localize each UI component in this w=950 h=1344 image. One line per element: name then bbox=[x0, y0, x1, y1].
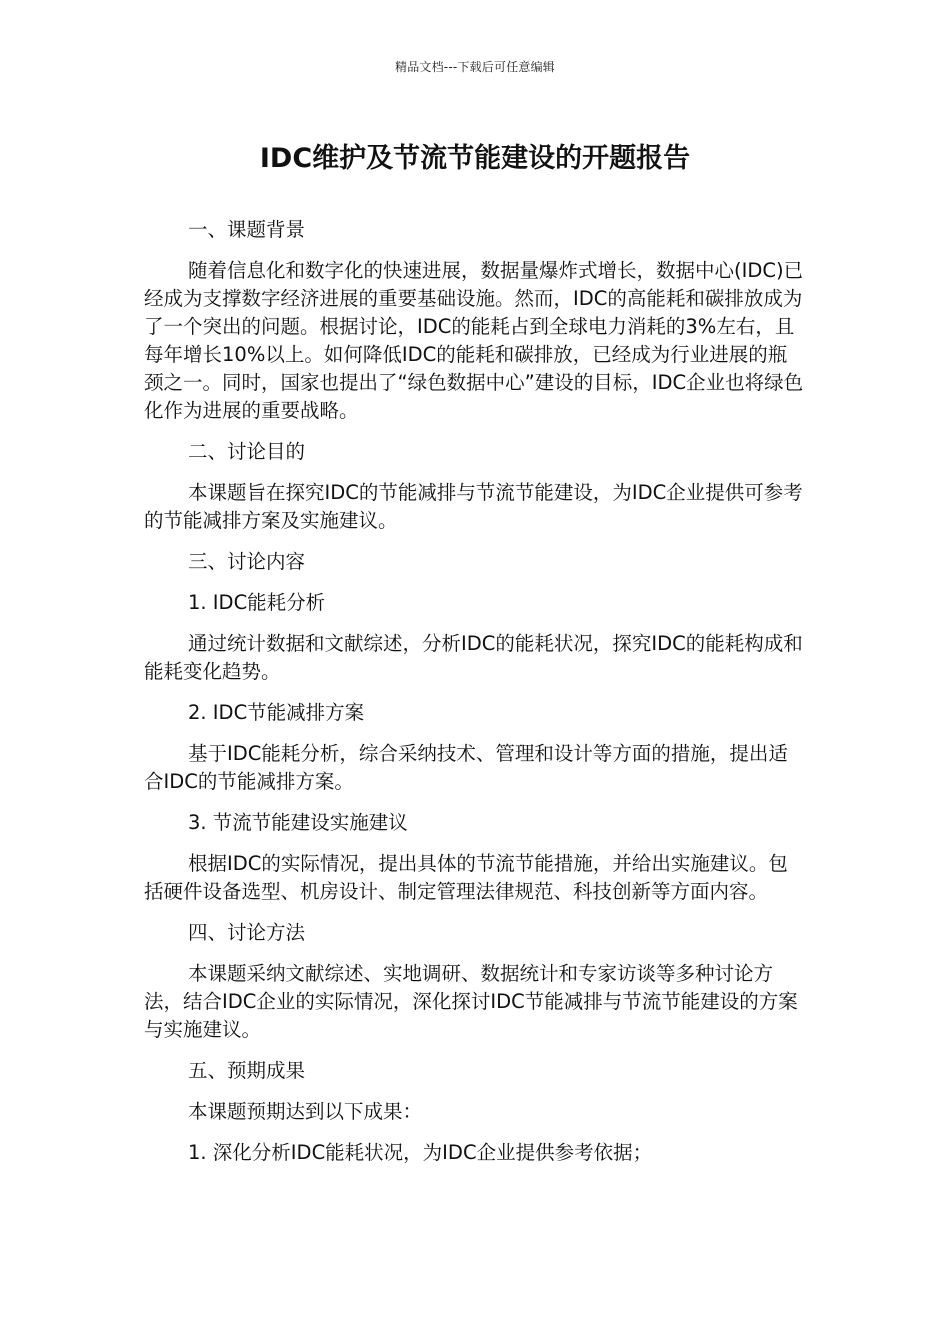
section-heading-content: 三、讨论内容 bbox=[188, 550, 306, 573]
paragraph-purpose: 本课题旨在探究IDC的节能减排与节流节能建设，为IDC企业提供可参考的节能减排方案及实施建议。 bbox=[144, 481, 803, 532]
paragraph-background: 随着信息化和数字化的快速进展，数据量爆炸式增长，数据中心(IDC)已经成为支撑数字经济进展的重要基础设施。然而，IDC的高能耗和碳排放成为了一个突出的问题。根据讨论，IDC的能耗占到全球电力消耗的3%左右，且每年增长10%以上。如何降低IDC的能耗和碳排放，已经成为行业进展的瓶颈之一。同时，国家也提出了“绿色数据中心”建设的目标，IDC企业也将绿色化作为进展的重要战略。 bbox=[144, 259, 804, 422]
subheading-reduction-plan: 2. IDC节能减排方案 bbox=[188, 701, 365, 724]
document-title: IDC维护及节流节能建设的开题报告 bbox=[259, 143, 691, 174]
subheading-energy-analysis: 1. IDC能耗分析 bbox=[188, 591, 326, 614]
section-heading-purpose: 二、讨论目的 bbox=[188, 440, 306, 463]
paragraph-implementation: 根据IDC的实际情况，提出具体的节流节能措施，并给出实施建议。包括硬件设备选型、机房设计、制定管理法律规范、科技创新等方面内容。 bbox=[144, 852, 788, 903]
header-note: 精品文档---下载后可任意编辑 bbox=[395, 60, 555, 74]
paragraph-method: 本课题采纳文献综述、实地调研、数据统计和专家访谈等多种讨论方法，结合IDC企业的实际情况，深化探讨IDC节能减排与节流节能建设的方案与实施建议。 bbox=[144, 962, 798, 1041]
paragraph-energy-analysis: 通过统计数据和文献综述，分析IDC的能耗状况，探究IDC的能耗构成和能耗变化趋势。 bbox=[144, 632, 803, 683]
document-body bbox=[144, 216, 806, 1180]
list-item-result-1: 1. 深化分析IDC能耗状况，为IDC企业提供参考依据； bbox=[188, 1141, 653, 1164]
paragraph-reduction-plan: 基于IDC能耗分析，综合采纳技术、管理和设计等方面的措施，提出适合IDC的节能减排方案。 bbox=[144, 742, 788, 793]
subheading-implementation: 3. 节流节能建设实施建议 bbox=[188, 811, 408, 834]
paragraph-results-intro: 本课题预期达到以下成果： bbox=[188, 1100, 423, 1123]
section-heading-results: 五、预期成果 bbox=[188, 1059, 306, 1082]
section-heading-method: 四、讨论方法 bbox=[188, 921, 306, 944]
section-heading-background: 一、课题背景 bbox=[188, 218, 306, 241]
